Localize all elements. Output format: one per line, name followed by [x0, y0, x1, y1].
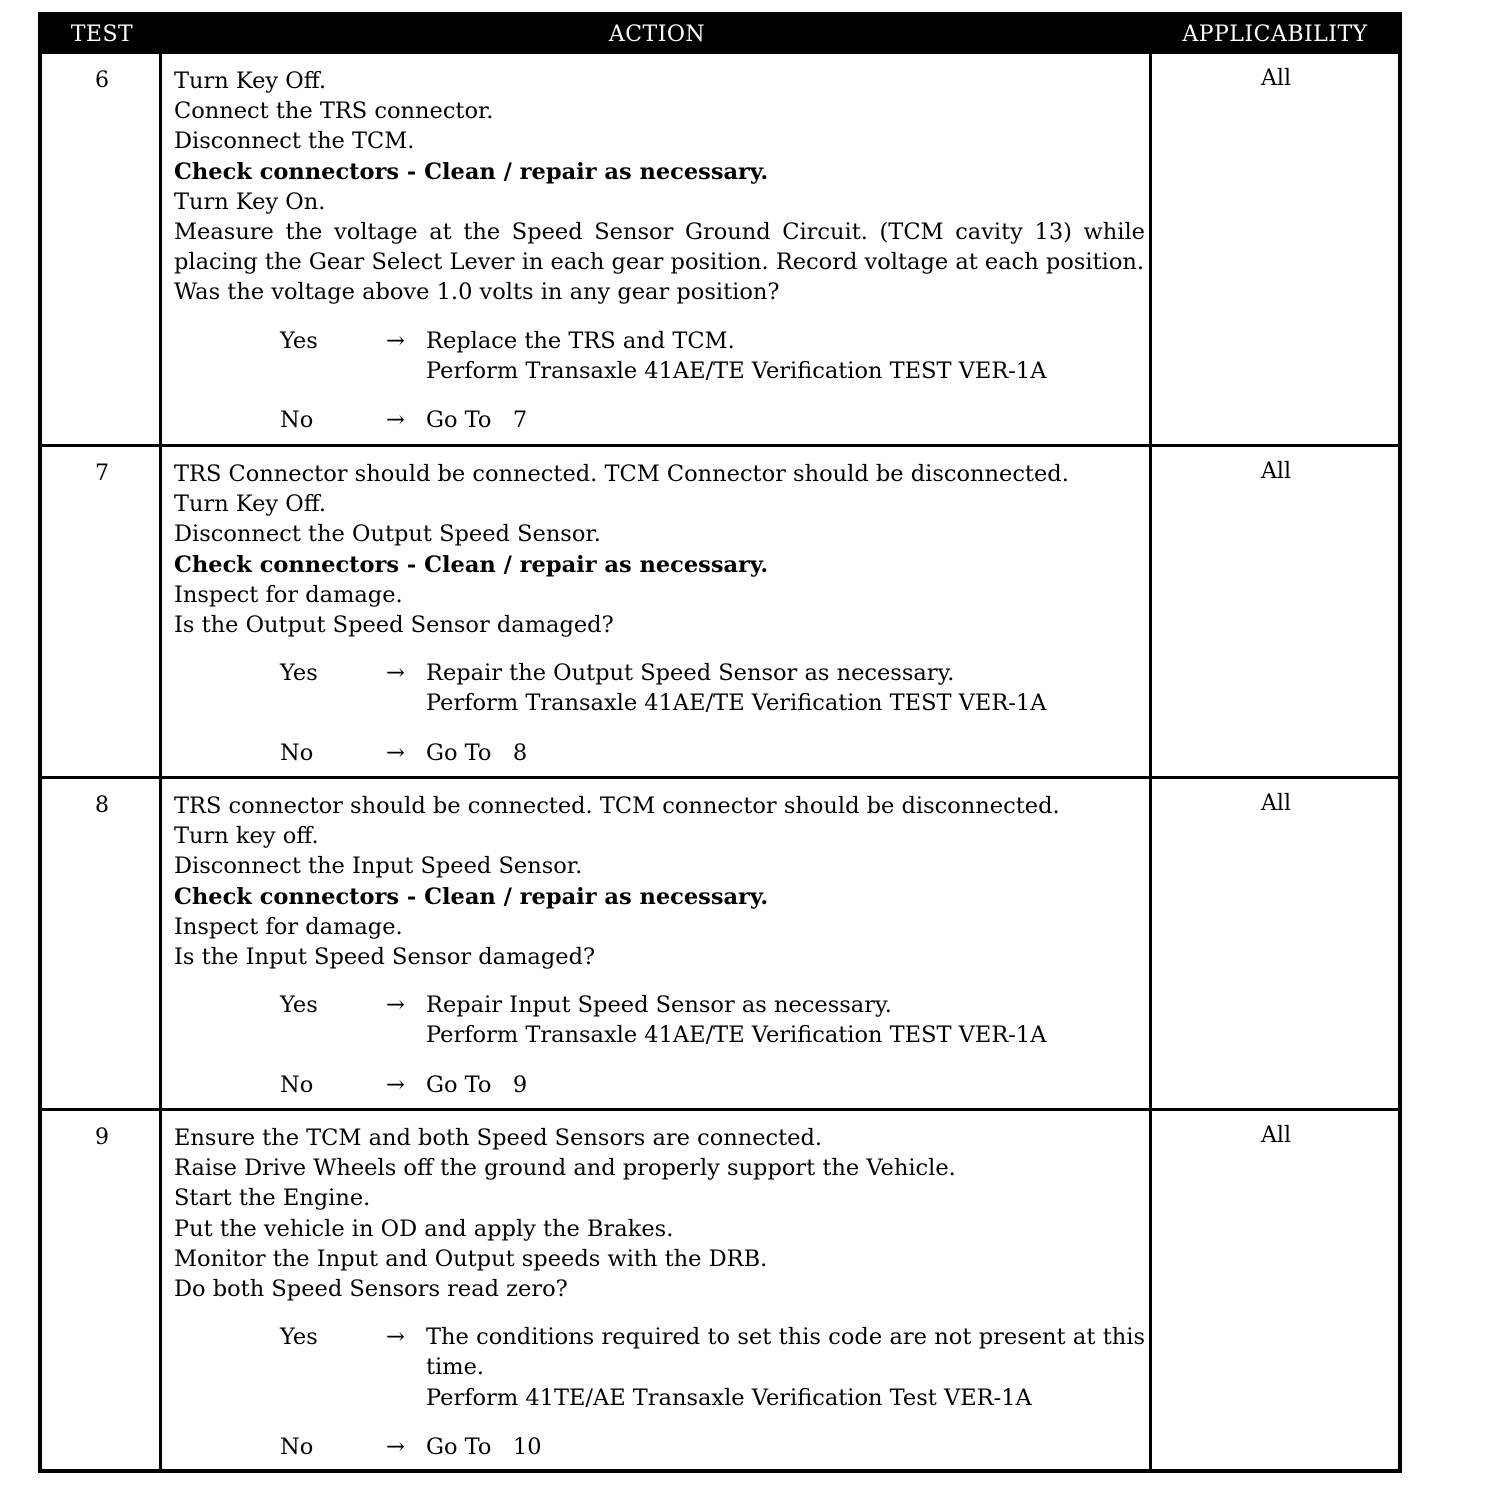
test-number: 8: [95, 793, 109, 818]
yes-line: Replace the TRS and TCM.: [426, 327, 735, 354]
no-branch: [174, 738, 1145, 768]
arrow-icon: →: [386, 327, 405, 354]
applicability-cell: All: [1261, 791, 1291, 816]
action-cell: [165, 1111, 1151, 1462]
no-text: Go To 7: [426, 407, 528, 434]
action-line: Turn Key Off.: [174, 491, 327, 518]
yes-line: Repair the Output Speed Sensor as necessary.: [426, 660, 955, 687]
action-line: Was the voltage above 1.0 volts in any gear position?: [174, 279, 780, 306]
applicability-cell: All: [1261, 459, 1291, 484]
arrow-icon: →: [386, 739, 405, 766]
arrow-icon: →: [386, 660, 405, 687]
action-line: Put the vehicle in OD and apply the Brakes.: [174, 1215, 674, 1242]
action-line-bold: Check connectors - Clean / repair as necessary.: [174, 551, 769, 578]
test-number: 6: [95, 68, 109, 93]
arrow-icon: →: [386, 1324, 405, 1351]
applicability-cell: All: [1261, 1123, 1291, 1148]
yes-label: Yes: [280, 660, 318, 687]
yes-line: Repair Input Speed Sensor as necessary.: [426, 992, 892, 1019]
arrow-icon: →: [386, 1433, 405, 1460]
no-branch: [174, 405, 1145, 435]
action-line: Turn Key On.: [174, 188, 326, 215]
table-row: [42, 779, 1398, 1109]
no-label: No: [280, 739, 314, 766]
action-line: Disconnect the TCM.: [174, 128, 415, 155]
test-number: 9: [95, 1125, 109, 1150]
no-text: Go To 10: [426, 1433, 542, 1460]
action-line: Monitor the Input and Output speeds with the DRB.: [174, 1245, 768, 1272]
no-label: No: [280, 1071, 314, 1098]
action-line: placing the Gear Select Lever in each gear position. Record voltage at each position.: [174, 249, 1145, 276]
table-row: [42, 447, 1398, 777]
action-line: Measure the voltage at the Speed Sensor Ground Circuit. (TCM cavity 13) while: [174, 219, 1145, 246]
table-header: [42, 16, 1398, 54]
no-label: No: [280, 407, 314, 434]
action-line: Do both Speed Sensors read zero?: [174, 1276, 568, 1303]
no-label: No: [280, 1433, 314, 1460]
no-branch: [174, 1432, 1145, 1462]
action-line: Inspect for damage.: [174, 913, 403, 940]
action-line: Turn Key Off.: [174, 68, 327, 94]
table-row: [42, 1111, 1398, 1469]
diagnostic-table: [38, 12, 1402, 1473]
yes-label: Yes: [280, 1324, 318, 1351]
yes-branch: [174, 658, 1145, 718]
yes-line: Perform Transaxle 41AE/TE Verification TEST VER-1A: [426, 357, 1047, 384]
action-cell: [165, 447, 1151, 768]
action-line-bold: Check connectors - Clean / repair as necessary.: [174, 158, 769, 185]
action-line: Connect the TRS connector.: [174, 98, 494, 125]
action-line: Start the Engine.: [174, 1185, 371, 1212]
table-row: [42, 54, 1398, 446]
no-text: Go To 9: [426, 1071, 528, 1098]
header-applicability: APPLICABILITY: [1182, 22, 1368, 47]
action-line: Is the Input Speed Sensor damaged?: [174, 944, 596, 971]
action-line: Ensure the TCM and both Speed Sensors are connected.: [174, 1125, 823, 1151]
header-test: TEST: [70, 22, 134, 47]
action-line-bold: Check connectors - Clean / repair as necessary.: [174, 883, 769, 910]
yes-branch: [174, 326, 1145, 386]
yes-label: Yes: [280, 992, 318, 1019]
no-text: Go To 8: [426, 739, 528, 766]
arrow-icon: →: [386, 992, 405, 1019]
applicability-cell: All: [1261, 66, 1291, 91]
yes-branch: [174, 990, 1145, 1050]
action-line: Disconnect the Input Speed Sensor.: [174, 853, 583, 880]
yes-label: Yes: [280, 327, 318, 354]
action-line: Is the Output Speed Sensor damaged?: [174, 612, 614, 639]
action-line: TRS Connector should be connected. TCM Connector should be disconnected.: [174, 461, 1069, 487]
yes-line: time.: [426, 1354, 485, 1381]
action-line: Disconnect the Output Speed Sensor.: [174, 521, 601, 548]
yes-line: The conditions required to set this code are not present at this: [426, 1324, 1145, 1351]
yes-line: Perform 41TE/AE Transaxle Verification Test VER-1A: [426, 1384, 1032, 1411]
yes-branch: [174, 1322, 1145, 1413]
action-line: Turn key off.: [174, 823, 319, 850]
test-number: 7: [95, 461, 109, 486]
action-line: TRS connector should be connected. TCM connector should be disconnected.: [174, 793, 1060, 819]
yes-line: Perform Transaxle 41AE/TE Verification TEST VER-1A: [426, 690, 1047, 717]
arrow-icon: →: [386, 1071, 405, 1098]
action-cell: [165, 54, 1151, 435]
header-action: ACTION: [608, 22, 706, 47]
action-cell: [165, 779, 1151, 1100]
arrow-icon: →: [386, 407, 405, 434]
action-line: Inspect for damage.: [174, 581, 403, 608]
no-branch: [174, 1070, 1145, 1100]
action-line: Raise Drive Wheels off the ground and properly support the Vehicle.: [174, 1155, 956, 1182]
yes-line: Perform Transaxle 41AE/TE Verification TEST VER-1A: [426, 1022, 1047, 1049]
